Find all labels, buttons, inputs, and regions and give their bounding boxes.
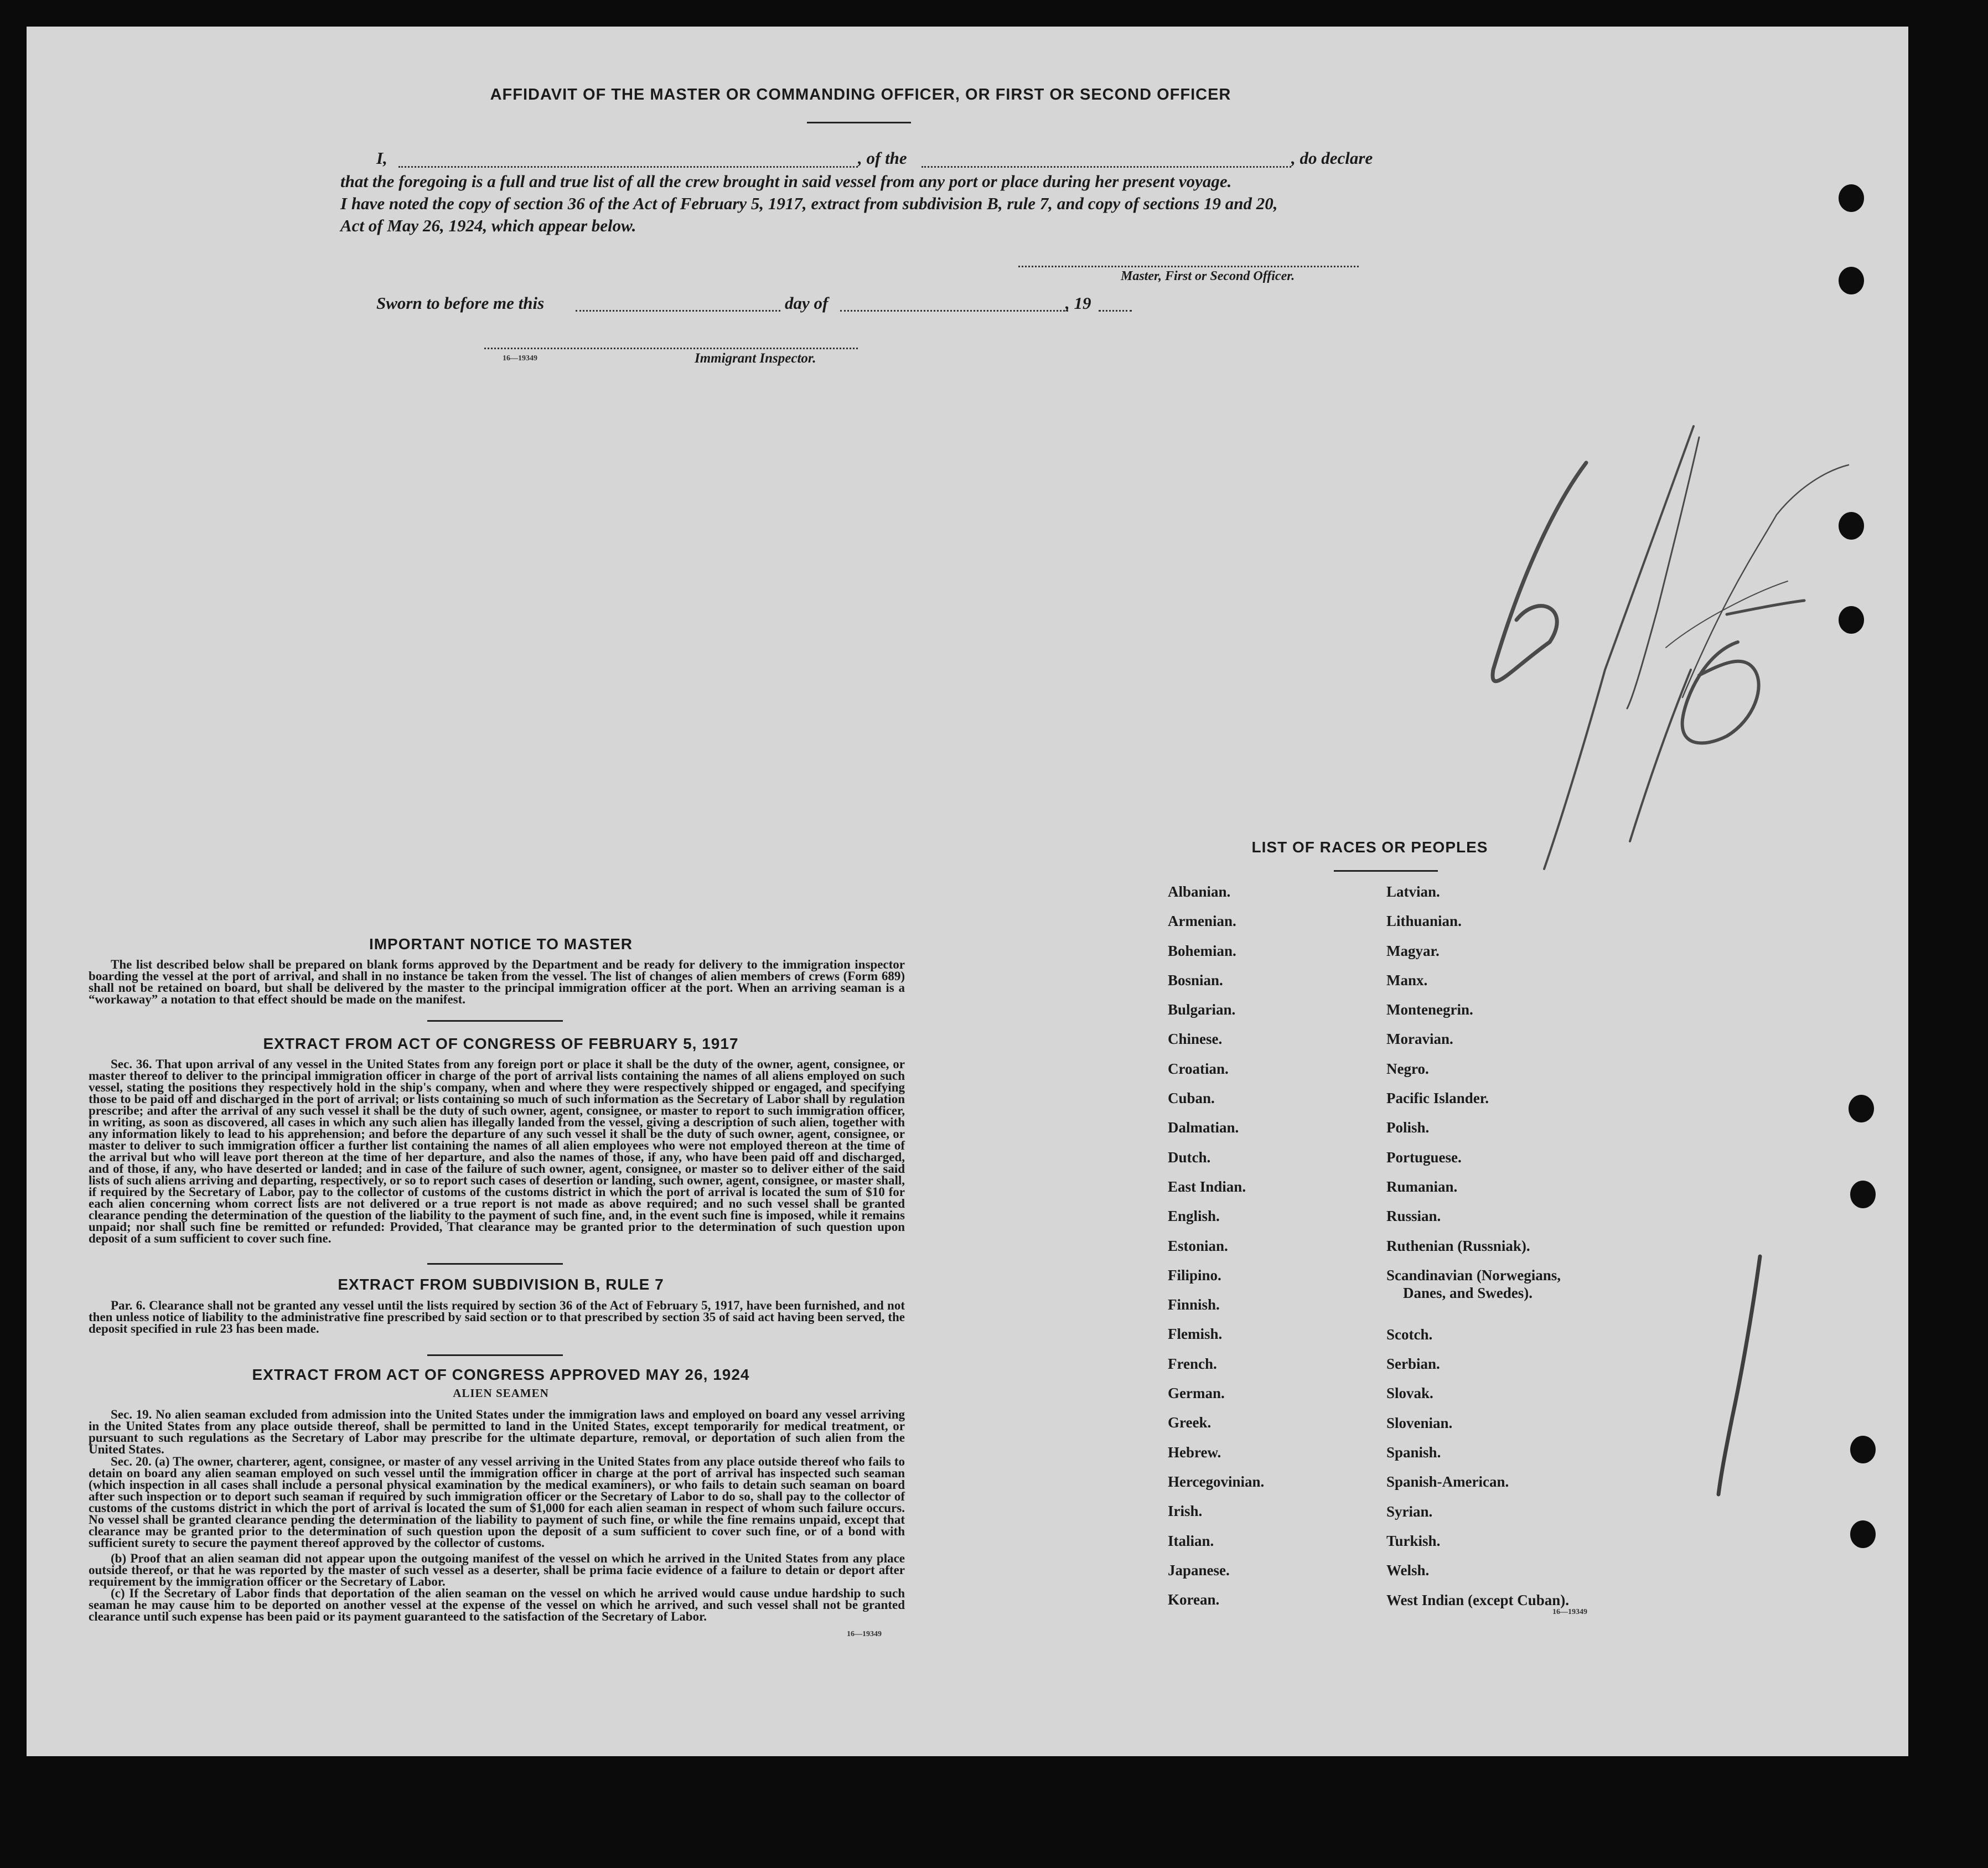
race-item: Japanese. [1168,1561,1230,1579]
punch-hole-icon [1850,1520,1876,1548]
race-item: Greek. [1168,1414,1212,1431]
race-item: Montenegrin. [1386,1001,1473,1018]
handwritten-number-6-15 [1467,410,1865,963]
race-item: Serbian. [1386,1355,1440,1373]
act-1917-title: EXTRACT FROM ACT OF CONGRESS OF FEBRUARY 5, 1917 [263,1035,739,1052]
race-item: Flemish. [1168,1326,1223,1343]
race-item: Korean. [1168,1591,1220,1608]
signature-line [1018,266,1359,267]
race-item: Dalmatian. [1168,1119,1239,1136]
affidavit-line1-end: , do declare [1291,148,1373,168]
title-divider [1334,870,1438,872]
notice-text: The list described below shall be prepared on blank forms approved by the Department and be ready for delivery to the immigration inspector boarding the vessel at the port of arrival, and shall in no instance be taken from the vessel. The list of changes of alien members of crews (Form 689) shall not be retained on board, but shall be delivered by the master to the principal immigration officer at the port. When an arriving seaman is a “workaway” a notation to that effect should be made on the manifest. [89,958,905,1006]
form-number: 16—19349 [1552,1608,1587,1616]
sworn-mid: day of [785,293,829,313]
race-item: Scandinavian (Norwegians, [1386,1266,1561,1284]
race-item: Russian. [1386,1208,1441,1225]
race-item: Albanian. [1168,883,1231,900]
race-item: Latvian. [1386,883,1440,900]
affidavit-line3: I have noted the copy of section 36 of the Act of February 5, 1917, extract from subdivision B, rule 7, and copy of sections 19 and 20, [340,194,1278,213]
race-item: West Indian (except Cuban). [1386,1591,1570,1608]
sworn-start: Sworn to before me this [376,293,545,313]
race-item: Hebrew. [1168,1443,1221,1461]
race-item: Danes, and Swedes). [1403,1284,1533,1301]
section-divider [427,1263,563,1265]
rule-7-text: Par. 6. Clearance shall not be granted any vessel until the lists required by section 36 of the Act of February 5, 1917, have been furnished, and not then unless notice of liability to the administrative fine prescribed by said section or to that prescribed by section 35 of said act having been served, the deposit specified in rule 23 has been made. [89,1298,905,1336]
race-item: Welsh. [1386,1562,1430,1579]
punch-hole-icon [1849,1095,1874,1122]
race-item: Croatian. [1168,1060,1229,1077]
race-item: Hercegovinian. [1168,1473,1265,1490]
rule-7-title: EXTRACT FROM SUBDIVISION B, RULE 7 [338,1276,664,1293]
races-right-column [1386,883,1569,1621]
race-item: Slovak. [1386,1385,1433,1402]
race-item: French. [1168,1355,1217,1372]
punch-hole-icon [1850,1181,1876,1208]
race-item: Spanish. [1386,1444,1441,1461]
race-item: Moravian. [1386,1031,1453,1048]
section-divider [427,1354,563,1356]
punch-hole-icon [1850,1436,1876,1463]
affidavit-line2: that the foregoing is a full and true list of all the crew brought in said vessel from any port or place during her present voyage. [340,172,1232,191]
race-item: Magyar. [1386,942,1440,959]
handwritten-stroke [1710,1234,1777,1511]
race-item: Turkish. [1386,1532,1441,1549]
race-item: Spanish-American. [1386,1473,1509,1491]
affidavit-line1-start: I, [376,148,387,168]
race-item: Manx. [1386,971,1428,989]
races-left-column [1168,883,1264,1621]
inspector-line [484,348,858,349]
act-1924-title: EXTRACT FROM ACT OF CONGRESS APPROVED MAY 26, 1924 [252,1366,750,1383]
title-divider [807,122,911,123]
section-divider [427,1020,563,1022]
race-item: Armenian. [1168,913,1236,930]
race-item: Filipino. [1168,1266,1221,1284]
month-blank [840,310,1068,312]
act-1924-sec20b: (b) Proof that an alien seaman did not appear upon the outgoing manifest of the vessel on which he arrived in the United States from any place outside thereof, or that he was reported by the master of such vessel as a deserter, shall be prima facie evidence of a failure to detain or deport after requirement by the immigration officer or the Secretary of Labor. [89,1551,905,1588]
race-item: Bulgarian. [1168,1001,1236,1018]
signature-label: Master, First or Second Officer. [1121,269,1295,283]
race-item: Scotch. [1386,1326,1433,1343]
race-item: Negro. [1386,1060,1429,1077]
race-item: Lithuanian. [1386,913,1462,930]
act-1917-text: Sec. 36. That upon arrival of any vessel in the United States from any foreign port or place it shall be the duty of the owner, agent, consignee, or master thereof to deliver to the principal immigration officer in charge of the port of arrival lists containing the names of all aliens employed on such vessel, stating the positions they respectively hold in the ship's company, when and where they were respectively shipped or engaged, and specifying those to be paid off and discharged in the port of arrival; or lists containing so much of such information as the Secretary of Labor shall by regulation prescribe; and after the arrival of any such vessel it shall be the duty of such owner, agent, consignee, or master to report to such immigration officer, in writing, as soon as discovered, all cases in which any such alien has illegally landed from the vessel, giving a description of such alien, together with any information likely to lead to his apprehension; and before the departure of any such vessel it shall be the duty of such owner, agent, consignee, or master to deliver to such immigration officer a further list containing the names of all alien employees who were not employed thereon at the time of the arrival but who will leave port thereon at the time of her departure, and also the names of those, if any, who have been paid off and discharged, and of those, if any, who have deserted or landed; and in case of the failure of such owner, agent, consignee, or master so to deliver either of the said lists of such aliens arriving and departing, respectively, or so to report such cases of desertion or landing, such owner, agent, consignee, or master shall, if required by the Secretary of Labor, pay to the collector of customs of the customs district in which the port of arrival is located the sum of $10 for each alien concerning whom correct lists are not delivered or a true report is not made as above required; and no such vessel shall be granted clearance pending the determination of the question of the liability to the payment of such fine, and, in the event such fine is imposed, while it remains unpaid; nor shall such fine be remitted or refunded: Provided, That clearance may be granted prior to the determination of such question upon deposit of a sum sufficient to cover such fine. [89,1057,905,1245]
race-item: Pacific Islander. [1386,1090,1489,1107]
race-item: Irish. [1168,1503,1203,1520]
inspector-label: Immigrant Inspector. [695,351,816,366]
punch-hole-icon [1839,267,1864,294]
act-1924-sec19: Sec. 19. No alien seaman excluded from admission into the United States under the immigration laws and employed on board any vessel arriving in the United States from any place outside thereof, shall be permitted to land in the United States, except temporarily for medical treatment, or pursuant to such regulations as the Secretary of Labor may prescribe for the ultimate departure, removal, or deportation of such alien from the United States. [89,1408,905,1456]
race-item: Slovenian. [1386,1414,1453,1431]
race-item: English. [1168,1208,1220,1225]
race-item: Estonian. [1168,1237,1228,1254]
race-item: Rumanian. [1386,1178,1458,1195]
notice-title: IMPORTANT NOTICE TO MASTER [369,935,633,953]
race-item: Chinese. [1168,1031,1223,1048]
act-1924-subtitle: ALIEN SEAMEN [453,1386,549,1400]
day-blank [576,310,780,312]
race-item: Ruthenian (Russniak). [1386,1237,1530,1254]
race-item: Syrian. [1386,1503,1433,1520]
race-item: East Indian. [1168,1178,1246,1195]
affidavit-line1-mid: , of the [858,148,907,168]
race-item: Dutch. [1168,1148,1211,1166]
affidavit-title: AFFIDAVIT OF THE MASTER OR COMMANDING OFFICER, OR FIRST OR SECOND OFFICER [490,86,1231,104]
race-item: Portuguese. [1386,1148,1462,1166]
act-1924-sec20c: (c) If the Secretary of Labor finds that deportation of the alien seaman on the vessel on which he arrived would cause undue hardship to such seaman he may cause him to be deported on another vessel at the expense of the vessel on which he arrived, and such vessel shall not be granted clearance until such expense has been paid or its payment guaranteed to the satisfaction of the Secretary of Labor. [89,1586,905,1623]
races-title: LIST OF RACES OR PEOPLES [1251,839,1488,856]
name-blank [398,166,858,168]
race-item: Polish. [1386,1119,1430,1136]
race-item: Bosnian. [1168,971,1223,989]
year-blank [1099,310,1132,312]
vessel-blank [921,166,1291,168]
punch-hole-icon [1839,184,1864,212]
race-item: German. [1168,1385,1225,1402]
race-item: Italian. [1168,1532,1214,1549]
race-item: Finnish. [1168,1296,1220,1313]
race-item: Bohemian. [1168,942,1236,959]
act-1924-sec20a: Sec. 20. (a) The owner, charterer, agent, consignee, or master of any vessel arriving in the United States from any place outside thereof who fails to detain on board any alien seaman employed on such vessel until the immigration officer in charge at the port of arrival has inspected such seaman (which inspection in all cases shall include a personal physical examination by the medical examiners), or who fails to detain such seaman on board after such inspection or to deport such seaman if required by such immigration officer or the Secretary of Labor to do so, shall pay to the collector of customs of the customs district in which the port of arrival is located the sum of $1,000 for each alien seaman in respect of whom such failure occurs. No vessel shall be granted clearance pending the determination of the liability to payment of such fine, or while the fine remains unpaid, except that clearance may be granted prior to the determination of such question upon the deposit of a sum sufficient to cover such fine, or of a bond with sufficient surety to secure the payment thereof approved by the collector of customs. [89,1455,905,1550]
form-number: 16—19349 [503,354,537,363]
sworn-end: , 19 [1065,293,1091,313]
affidavit-line4: Act of May 26, 1924, which appear below. [340,216,636,235]
race-item: Cuban. [1168,1090,1215,1107]
form-number: 16—19349 [847,1630,882,1638]
